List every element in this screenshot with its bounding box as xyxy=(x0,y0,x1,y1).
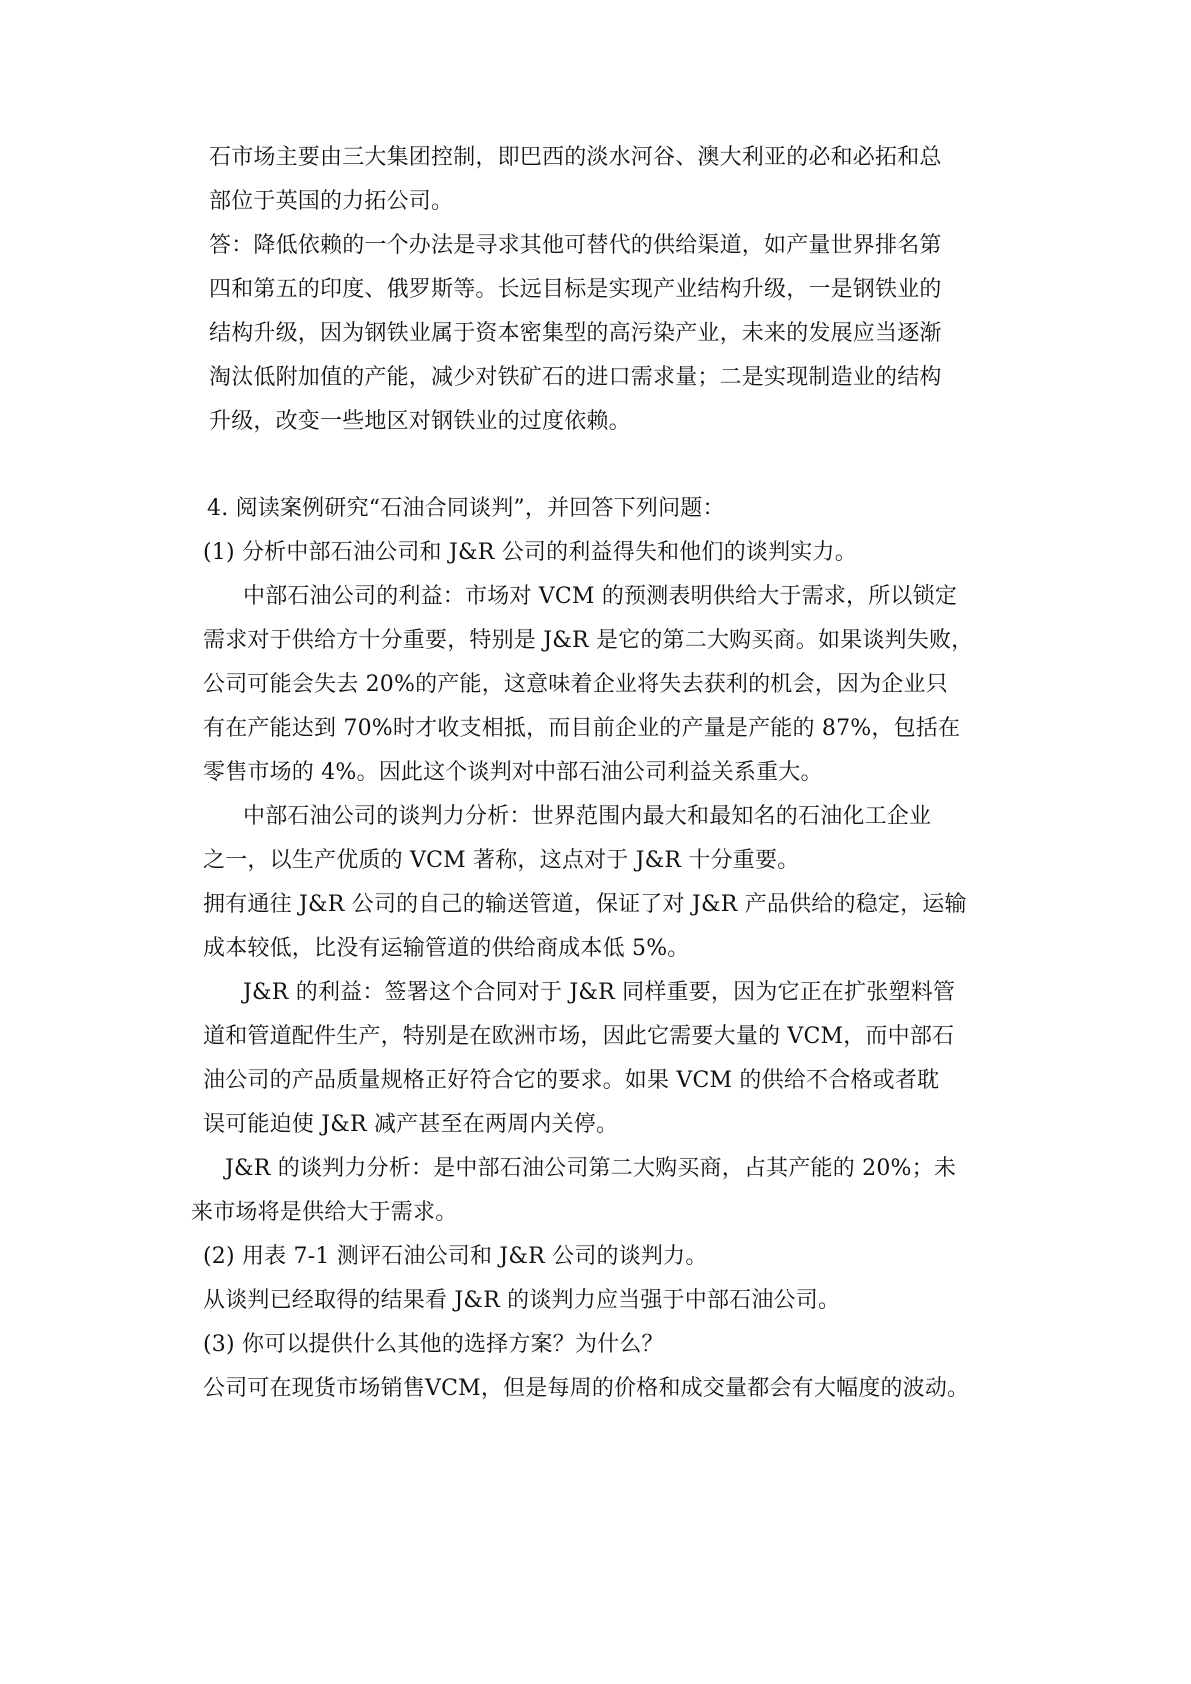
text-line: 中部石油公司的利益：市场对 VCM 的预测表明供给大于需求，所以锁定 xyxy=(243,584,958,609)
text-line: 从谈判已经取得的结果看 J&R 的谈判力应当强于中部石油公司。 xyxy=(203,1288,841,1313)
text-line: 中部石油公司的谈判力分析：世界范围内最大和最知名的石油化工企业 xyxy=(243,804,932,829)
text-line: 之一，以生产优质的 VCM 著称，这点对于 J&R 十分重要。 xyxy=(203,848,800,873)
text-line: 石市场主要由三大集团控制，即巴西的淡水河谷、澳大利亚的必和必拓和总 xyxy=(209,145,942,170)
sub-question: (1) 分析中部石油公司和 J&R 公司的利益得失和他们的谈判实力。 xyxy=(203,540,857,565)
text-line: 道和管道配件生产，特别是在欧洲市场，因此它需要大量的 VCM，而中部石 xyxy=(203,1024,955,1049)
question-heading: 4. 阅读案例研究“石油合同谈判”，并回答下列问题： xyxy=(207,496,725,521)
text-line: 结构升级，因为钢铁业属于资本密集型的高污染产业，未来的发展应当逐渐 xyxy=(209,321,942,346)
text-line: 误可能迫使 J&R 减产甚至在两周内关停。 xyxy=(203,1112,619,1137)
text-line: J&R 的利益：签署这个合同对于 J&R 同样重要，因为它正在扩张塑料管 xyxy=(243,980,956,1005)
text-line: 答：降低依赖的一个办法是寻求其他可替代的供给渠道，如产量世界排名第 xyxy=(209,233,942,258)
text-line: 公司可在现货市场销售VCM，但是每周的价格和成交量都会有大幅度的波动。 xyxy=(203,1376,970,1401)
text-line: 淘汰低附加值的产能，减少对铁矿石的进口需求量；二是实现制造业的结构 xyxy=(209,365,942,390)
sub-question: (3) 你可以提供什么其他的选择方案？为什么？ xyxy=(203,1332,664,1357)
text-line: 零售市场的 4%。因此这个谈判对中部石油公司利益关系重大。 xyxy=(203,760,823,785)
text-line: 升级，改变一些地区对钢铁业的过度依赖。 xyxy=(209,409,631,434)
text-line: 来市场将是供给大于需求。 xyxy=(191,1200,458,1225)
text-line: 四和第五的印度、俄罗斯等。长远目标是实现产业结构升级，一是钢铁业的 xyxy=(209,277,942,302)
sub-question: (2) 用表 7-1 测评石油公司和 J&R 公司的谈判力。 xyxy=(203,1244,708,1269)
text-line: 油公司的产品质量规格正好符合它的要求。如果 VCM 的供给不合格或者耽 xyxy=(203,1068,940,1093)
text-line: 有在产能达到 70%时才收支相抵，而目前企业的产量是产能的 87%，包括在 xyxy=(203,716,961,741)
text-line: J&R 的谈判力分析：是中部石油公司第二大购买商，占其产能的 20%；未 xyxy=(225,1156,957,1181)
text-line: 需求对于供给方十分重要，特别是 J&R 是它的第二大购买商。如果谈判失败， xyxy=(203,628,974,653)
text-line: 拥有通往 J&R 公司的自己的输送管道，保证了对 J&R 产品供给的稳定，运输 xyxy=(203,892,967,917)
text-line: 部位于英国的力拓公司。 xyxy=(209,189,454,214)
text-line: 成本较低，比没有运输管道的供给商成本低 5%。 xyxy=(203,936,690,961)
text-line: 公司可能会失去 20%的产能，这意味着企业将失去获利的机会，因为企业只 xyxy=(203,672,948,697)
